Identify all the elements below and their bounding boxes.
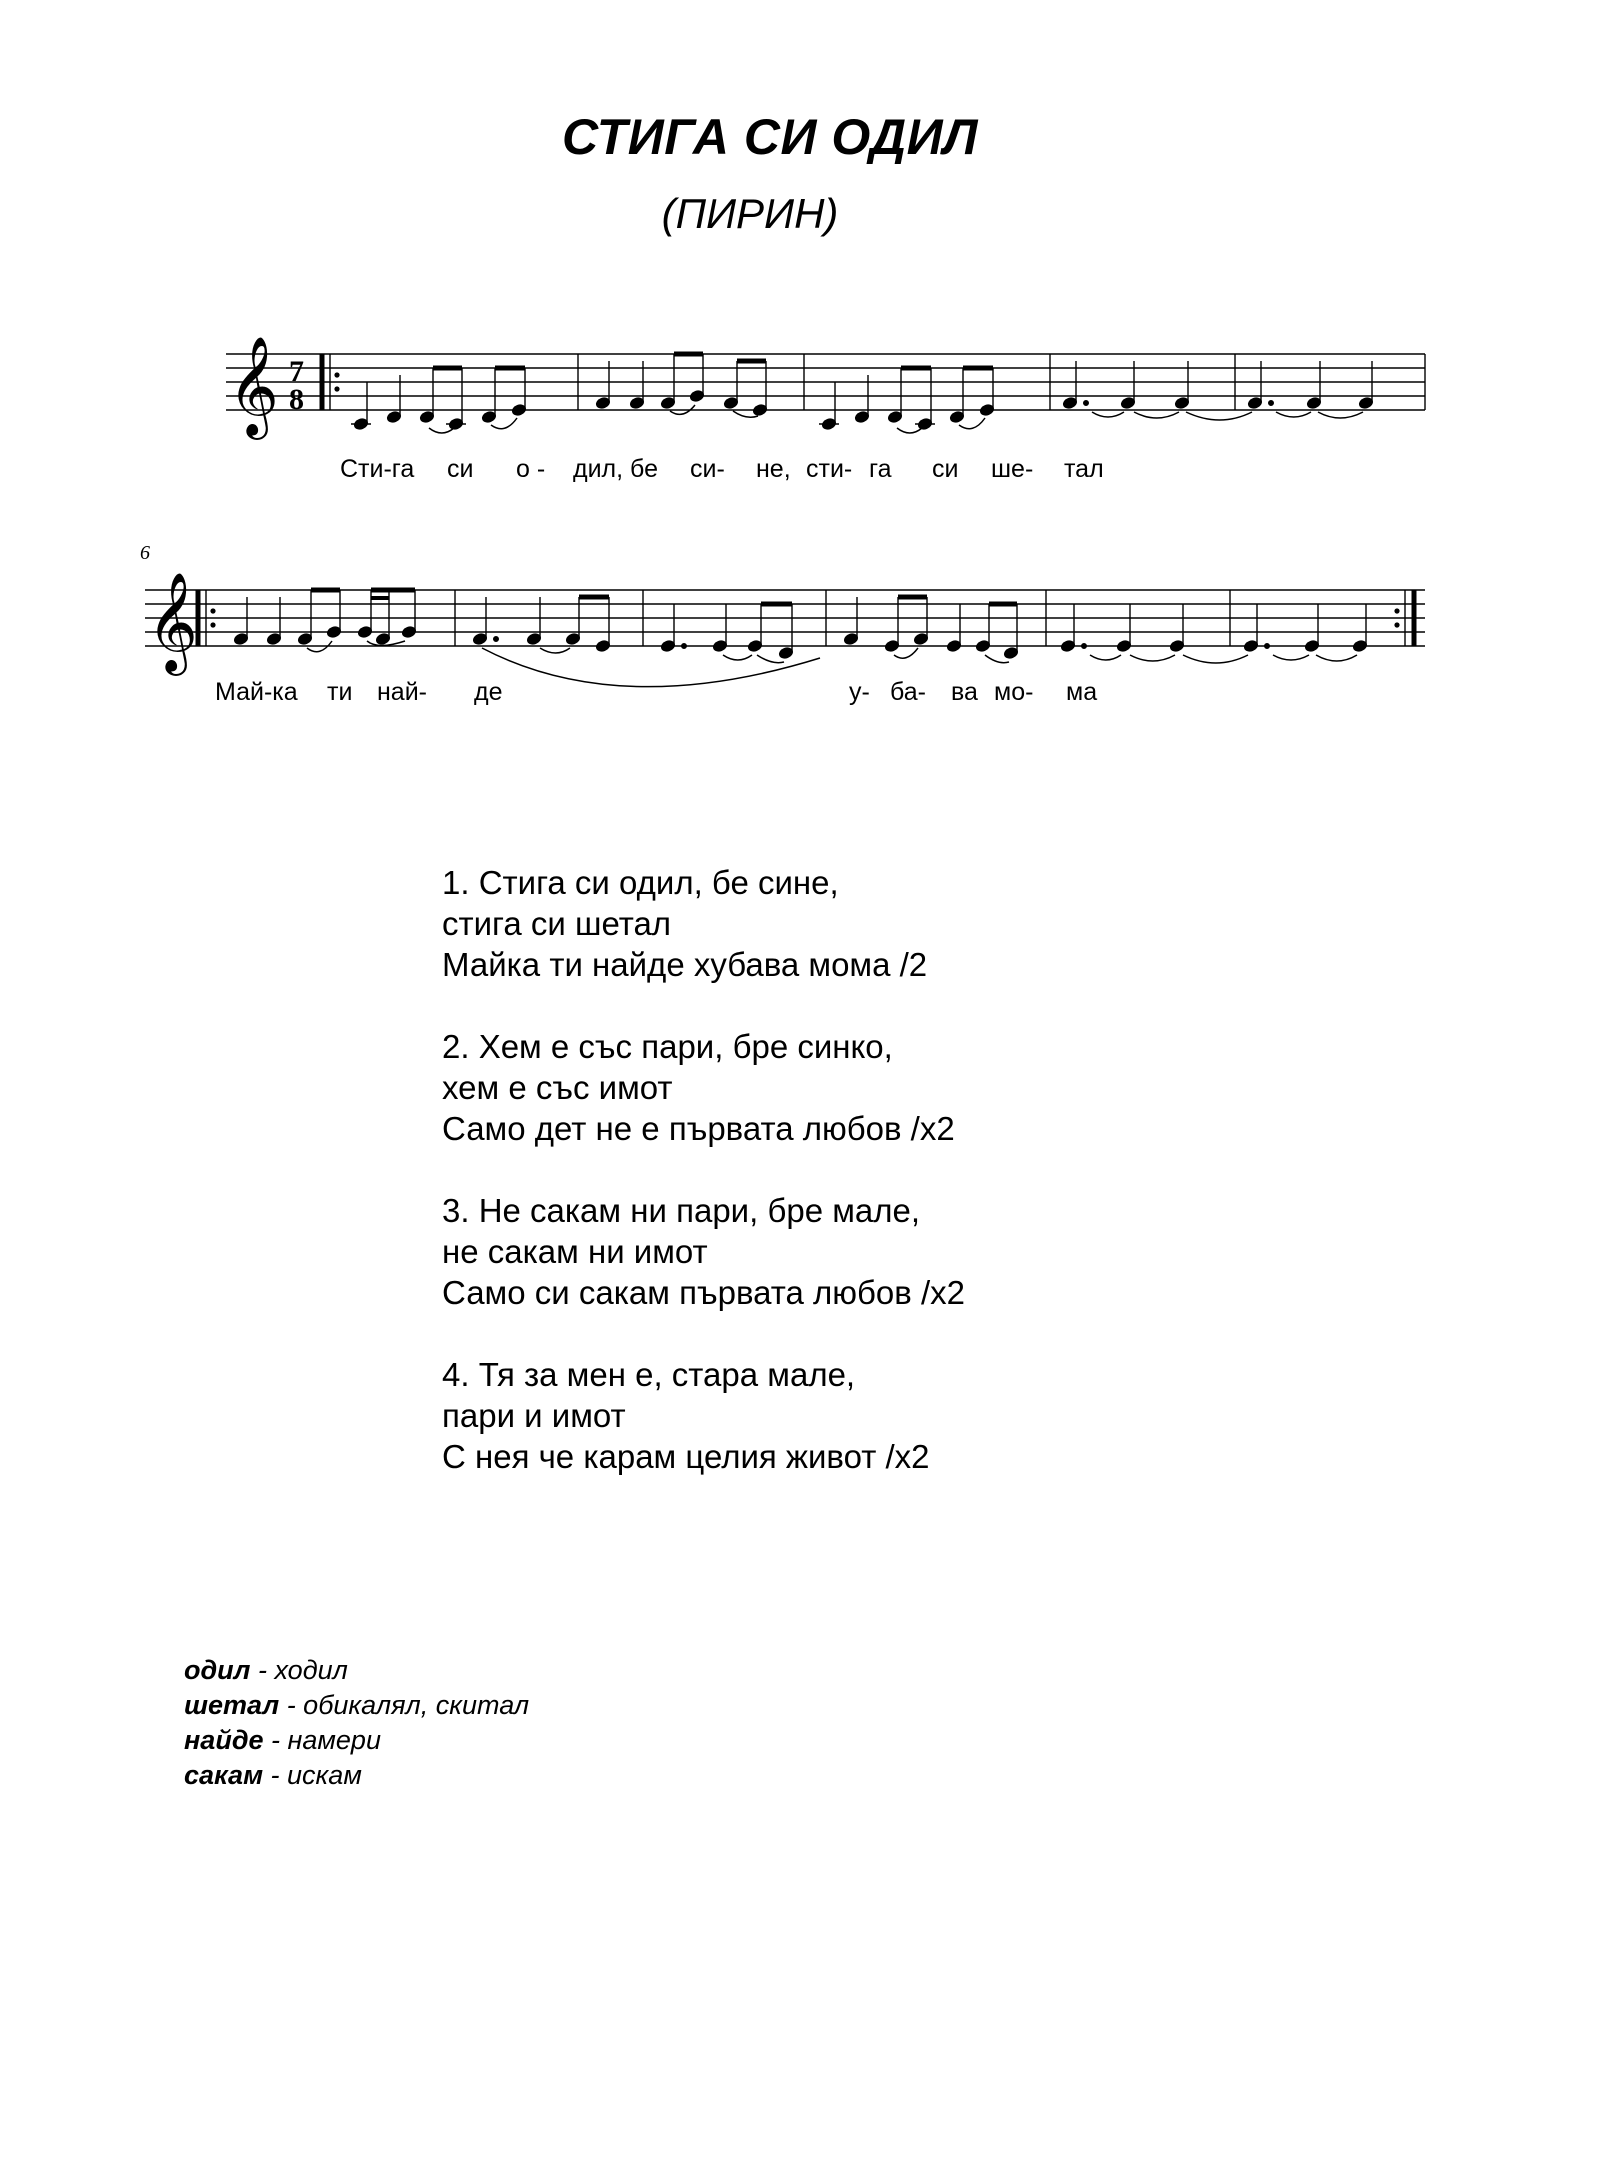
verse-line: не сакам ни имот [442,1233,708,1270]
ties-system-2 [307,641,1357,687]
verse-line: Само дет не е първата любов /x2 [442,1110,955,1147]
verse-4 [442,1354,965,1477]
lyric-syllable: мо- [994,678,1034,706]
verse-3 [442,1190,965,1313]
song-region: (ПИРИН) [661,190,839,237]
glossary-definition: - ходил [250,1655,348,1685]
lyric-syllable: о - [516,455,546,483]
lyric-syllable: не, [756,455,791,483]
glossary-term: шетал [184,1690,280,1720]
glossary-term: одил [184,1655,251,1685]
verse-line: 2. Хем е със пари, бре синко, [442,1028,893,1065]
lyric-syllable: сти- [806,455,853,483]
lyric-syllable: най- [377,678,427,706]
lyric-syllable: ва [951,678,978,706]
lyric-syllable: си- [690,455,725,483]
verse-line: пари и имот [442,1397,626,1434]
verse-1 [442,862,965,985]
time-signature-top: 7 [289,355,304,388]
verse-line: С нея че карам целия живот /x2 [442,1438,930,1475]
lyric-syllable: Май-ка [215,678,298,706]
glossary-term: найде [184,1725,264,1755]
lyric-syllable: си [932,455,959,483]
verse-line: Майка ти найде хубава мома /2 [442,946,928,983]
measure-number: 6 [140,542,150,564]
treble-clef-icon: 𝄞 [147,572,198,672]
verse-line: 1. Стига си одил, бе сине, [442,864,839,901]
glossary-definition: - искам [263,1760,362,1790]
lyric-syllable: ти [327,678,353,706]
glossary-entry [184,1723,529,1758]
lyric-syllable: дил, бе [573,455,658,483]
verse-line: стига си шетал [442,905,672,942]
lyric-syllable: га [869,455,892,483]
lyric-syllable: у- [849,678,870,706]
lyric-syllable: Сти-га [340,455,415,483]
lyric-syllable: ба- [890,678,926,706]
notes-system-2 [233,590,1367,660]
lyric-syllable: де [474,678,503,706]
verse-line: 4. Тя за мен е, стара мале, [442,1356,856,1393]
notes-system-1 [351,354,1374,431]
lyric-syllable: тал [1064,455,1104,483]
glossary-definition: - обикалял, скитал [279,1690,530,1720]
treble-clef-icon: 𝄞 [228,336,279,436]
glossary-entry [184,1688,529,1723]
staff-system-1 [226,354,1425,410]
glossary-entry [184,1653,529,1688]
time-signature-bottom: 8 [289,383,304,416]
verse-2 [442,1026,965,1149]
song-title: СТИГА СИ ОДИЛ [562,109,978,165]
verse-line: Само си сакам първата любов /x2 [442,1274,965,1311]
verses [442,862,965,1518]
glossary-entry [184,1758,529,1793]
glossary-term: сакам [184,1760,264,1790]
verse-line: хем е със имот [442,1069,673,1106]
lyric-syllable: ма [1066,678,1098,706]
music-score [0,0,1620,760]
staff-system-2 [145,590,1425,646]
verse-line: 3. Не сакам ни пари, бре мале, [442,1192,921,1229]
glossary [184,1653,529,1793]
lyric-syllable: ше- [991,455,1034,483]
lyric-syllable: си [447,455,474,483]
glossary-definition: - намери [263,1725,381,1755]
